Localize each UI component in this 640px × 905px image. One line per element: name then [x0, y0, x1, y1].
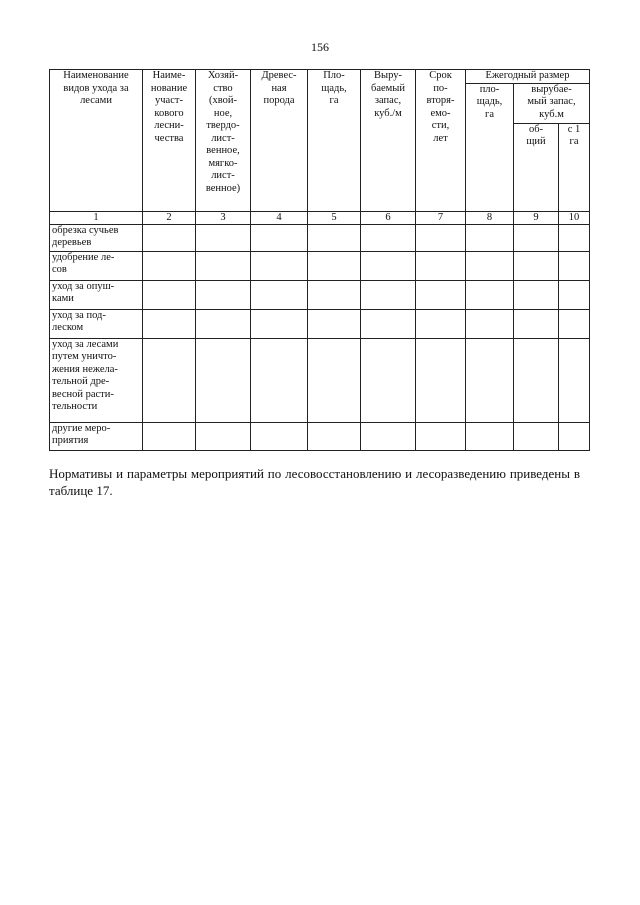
forest-care-table [49, 69, 590, 451]
table-cell [361, 280, 416, 309]
table-cell [308, 251, 361, 280]
table-row [50, 309, 590, 338]
row-label: уход за под- леском [50, 309, 143, 338]
table-cell [143, 224, 196, 251]
table-cell [514, 422, 559, 450]
table-cell [308, 338, 361, 422]
table-cell [143, 309, 196, 338]
table-cell [251, 338, 308, 422]
header-repeat-period: Срок по- вторя- емо- сти, лет [416, 70, 466, 212]
table-cell [514, 251, 559, 280]
table-cell [361, 224, 416, 251]
column-number: 1 [50, 211, 143, 224]
column-number: 9 [514, 211, 559, 224]
table-cell [416, 251, 466, 280]
column-number: 2 [143, 211, 196, 224]
column-number: 5 [308, 211, 361, 224]
header-harvested-stock: Выру- баемый запас, куб./м [361, 70, 416, 212]
table-cell [361, 251, 416, 280]
table-cell [308, 224, 361, 251]
table-cell [196, 422, 251, 450]
table-cell [514, 224, 559, 251]
table-cell [514, 338, 559, 422]
column-number: 4 [251, 211, 308, 224]
header-care-type: Наименование видов ухода за лесами [50, 70, 143, 212]
table-cell [251, 309, 308, 338]
row-label: удобрение ле- сов [50, 251, 143, 280]
table-cell [143, 280, 196, 309]
table-cell [416, 422, 466, 450]
row-label: другие меро- приятия [50, 422, 143, 450]
header-annual-area: пло- щадь, га [466, 83, 514, 211]
column-number: 8 [466, 211, 514, 224]
table-cell [361, 422, 416, 450]
column-number: 3 [196, 211, 251, 224]
column-number: 6 [361, 211, 416, 224]
header-annual-size: Ежегодный размер [466, 70, 590, 84]
table-cell [466, 422, 514, 450]
header-area: Пло- щадь, га [308, 70, 361, 212]
table-cell [559, 280, 590, 309]
table-cell [143, 338, 196, 422]
table-row [50, 251, 590, 280]
column-number: 10 [559, 211, 590, 224]
row-label: уход за опуш- ками [50, 280, 143, 309]
table-cell [466, 251, 514, 280]
table-row [50, 422, 590, 450]
body-paragraph: Нормативы и параметры мероприятий по лесовосстановлению и лесоразведению приведены в таблице 17. [49, 466, 580, 498]
table-cell [251, 280, 308, 309]
table-cell [416, 309, 466, 338]
table-cell [514, 280, 559, 309]
table-cell [416, 338, 466, 422]
table-cell [559, 251, 590, 280]
table-cell [308, 422, 361, 450]
table-row [50, 338, 590, 422]
table-cell [466, 280, 514, 309]
row-label: уход за лесами путем уничто- жения нежела- тельной дре- весной расти- тельности [50, 338, 143, 422]
row-label: обрезка сучьев деревьев [50, 224, 143, 251]
table-cell [308, 280, 361, 309]
table-cell [416, 280, 466, 309]
table-cell [559, 338, 590, 422]
table-cell [196, 309, 251, 338]
table-cell [196, 280, 251, 309]
table-cell [466, 224, 514, 251]
column-number: 7 [416, 211, 466, 224]
header-forestry-district: Наиме- нование участ- кового лесни- чества [143, 70, 196, 212]
table-cell [466, 338, 514, 422]
header-harvest-total: об- щий [514, 123, 559, 211]
header-annual-harvest: вырубае- мый запас, куб.м [514, 83, 590, 123]
table-row [50, 224, 590, 251]
table-cell [308, 309, 361, 338]
table-cell [196, 251, 251, 280]
table-cell [514, 309, 559, 338]
table-cell [196, 224, 251, 251]
table-cell [143, 251, 196, 280]
table-cell [466, 309, 514, 338]
table-cell [196, 338, 251, 422]
table-cell [251, 251, 308, 280]
header-tree-species: Древес- ная порода [251, 70, 308, 212]
header-economy: Хозяй- ство (хвой- ное, твердо- лист- венное, мягко- лист- венное) [196, 70, 251, 212]
header-harvest-per-ha: с 1 га [559, 123, 590, 211]
table-cell [559, 224, 590, 251]
table-cell [559, 422, 590, 450]
table-cell [251, 422, 308, 450]
table-cell [251, 224, 308, 251]
page-number: 156 [311, 40, 329, 54]
table-cell [416, 224, 466, 251]
table-row [50, 280, 590, 309]
table-cell [559, 309, 590, 338]
table-cell [361, 338, 416, 422]
table-cell [143, 422, 196, 450]
table-cell [361, 309, 416, 338]
